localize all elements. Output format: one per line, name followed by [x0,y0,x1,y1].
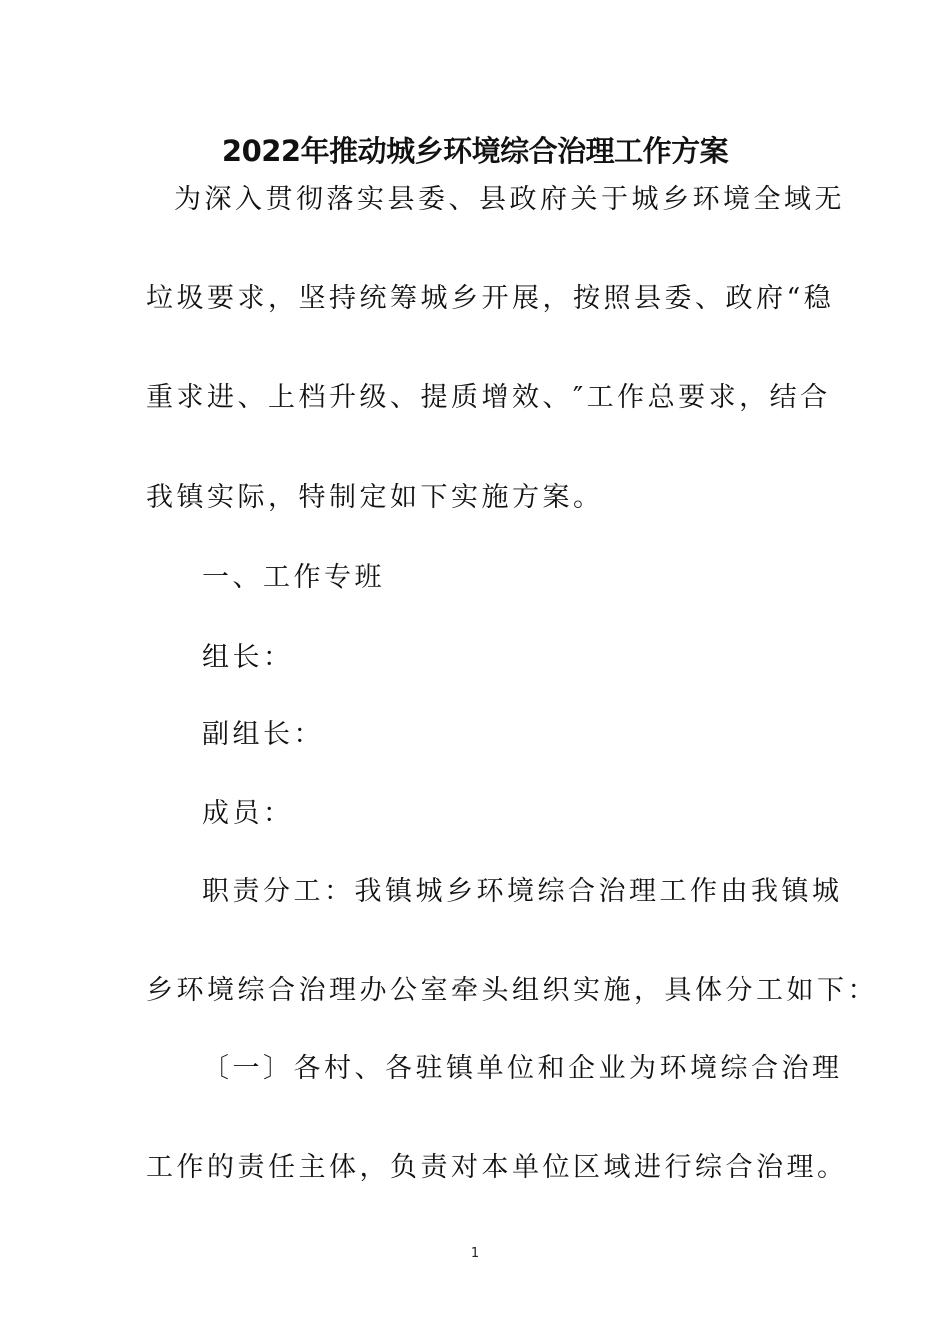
deputy-leader-label: 副组长： [202,719,324,750]
paragraph-3-line-2: 工作的责任主体，负责对本单位区域进行综合治理。 [146,1152,848,1183]
team-leader-label: 组长： [202,642,294,673]
paragraph-2-line-2: 乡环境综合治理办公室牵头组织实施，具体分工如下： [146,975,878,1006]
paragraph-2-line-1: 职责分工：我镇城乡环境综合治理工作由我镇城 [202,876,843,907]
paragraph-1-line-2: 垃圾要求，坚持统筹城乡开展，按照县委、政府“稳 [146,283,835,314]
paragraph-1-line-4: 我镇实际，特制定如下实施方案。 [146,482,604,513]
page-number: 1 [470,1246,480,1261]
document-title: 2022年推动城乡环境综合治理工作方案 [221,134,729,168]
section-heading-work-team: 一、工作专班 [202,562,385,593]
paragraph-1-line-1: 为深入贯彻落实县委、县政府关于城乡环境全域无 [174,184,845,215]
paragraph-3-line-1: 〔一〕各村、各驻镇单位和企业为环境综合治理 [202,1053,843,1084]
paragraph-1-line-3: 重求进、上档升级、提质增效、″工作总要求，结合 [146,382,831,413]
members-label: 成员： [202,798,294,829]
